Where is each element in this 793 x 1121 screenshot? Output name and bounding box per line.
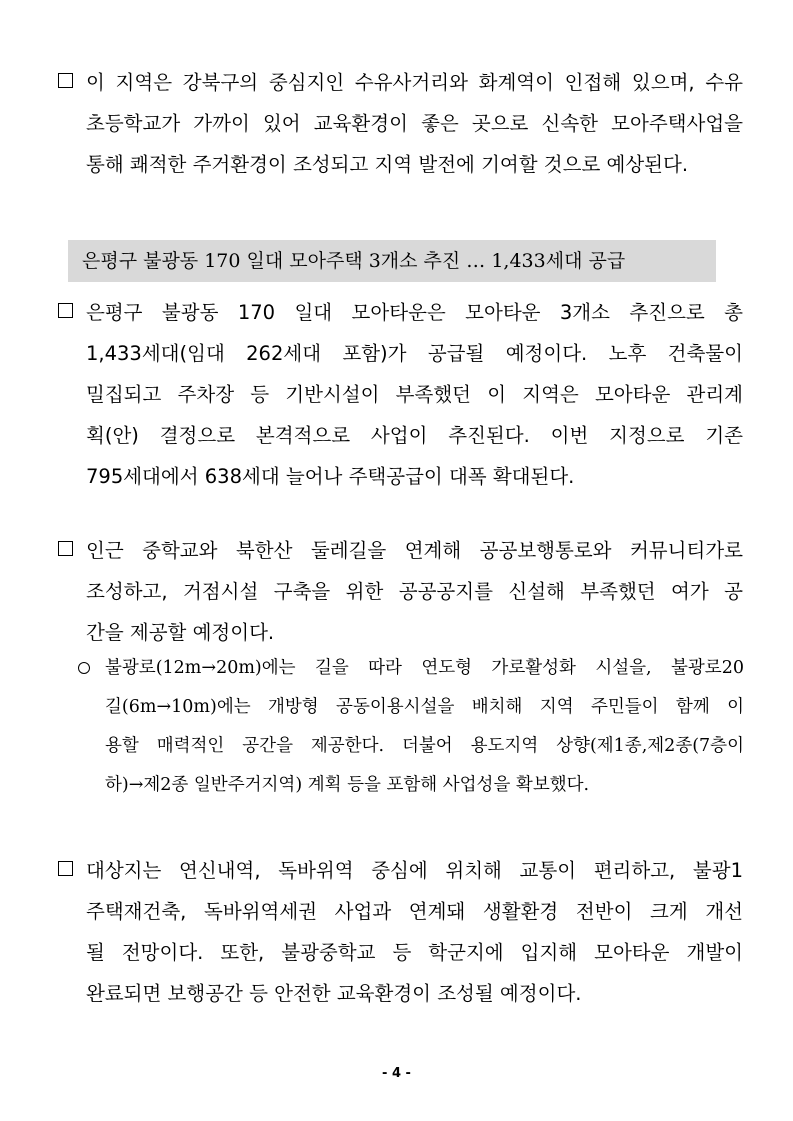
page-number: - 4 - <box>382 1066 411 1081</box>
paragraph-text <box>86 530 743 653</box>
text-line: 조성하고, 거점시설 구축을 위한 공공공지를 신설해 부족했던 여가 공 <box>86 580 743 603</box>
text-line: 용할 매력적인 공간을 제공한다. 더불어 용도지역 상향(제1종,제2종(7층이 <box>105 736 744 756</box>
text-line: 완료되면 보행공간 등 안전한 교육환경이 조성될 예정이다. <box>86 982 582 1005</box>
square-bullet-icon <box>58 541 73 556</box>
paragraph-text <box>86 850 743 1014</box>
text-line: 획(안) 결정으로 본격적으로 사업이 추진된다. 이번 지정으로 기존 <box>86 424 743 447</box>
section-heading: 은평구 불광동 170 일대 모아주택 3개소 추진 … 1,433세대 공급 <box>68 240 716 282</box>
text-line: 795세대에서 638세대 늘어나 주택공급이 대폭 확대된다. <box>86 465 575 488</box>
text-line: 간을 제공할 예정이다. <box>86 621 275 644</box>
sub-item-road-plan <box>78 649 744 805</box>
text-line: 밀집되고 주차장 등 기반시설이 부족했던 이 지역은 모아타운 관리계 <box>86 383 743 406</box>
text-line: 1,433세대(임대 262세대 포함)가 공급될 예정이다. 노후 건축물이 <box>86 342 743 365</box>
square-bullet-icon <box>58 73 73 88</box>
paragraph-text <box>86 62 743 185</box>
text-line: 불광로(12m→20m)에는 길을 따라 연도형 가로활성화 시설을, 불광로20 <box>105 658 744 678</box>
text-line: 주택재건축, 독바위역세권 사업과 연계돼 생활환경 전반이 크게 개선 <box>86 900 743 923</box>
text-line: 초등학교가 가까이 있어 교육환경이 좋은 곳으로 신속한 모아주택사업을 <box>86 112 744 135</box>
paragraph-bulgwang-overview <box>58 292 743 497</box>
text-line: 이 지역은 강북구의 중심지인 수유사거리와 화계역이 인접해 있으며, 수유 <box>86 71 743 94</box>
text-line: 하)→제2종 일반주거지역) 계획 등을 포함해 사업성을 확보했다. <box>105 775 590 795</box>
text-line: 될 전망이다. 또한, 불광중학교 등 학군지에 입지해 모아타운 개발이 <box>86 941 743 964</box>
paragraph-transport-education <box>58 850 743 1014</box>
text-line: 인근 중학교와 북한산 둘레길을 연계해 공공보행통로와 커뮤니티가로 <box>86 539 743 562</box>
text-line: 대상지는 연신내역, 독바위역 중심에 위치해 교통이 편리하고, 불광1 <box>86 859 743 882</box>
paragraph-gangbuk-location <box>58 62 743 185</box>
circle-bullet-icon <box>78 662 90 674</box>
text-line: 길(6m→10m)에는 개방형 공동이용시설을 배치해 지역 주민들이 함께 이 <box>105 697 744 717</box>
square-bullet-icon <box>58 303 73 318</box>
sub-item-text <box>105 649 744 805</box>
paragraph-text <box>86 292 743 497</box>
text-line: 은평구 불광동 170 일대 모아타운은 모아타운 3개소 추진으로 총 <box>86 301 743 324</box>
square-bullet-icon <box>58 861 73 876</box>
text-line: 통해 쾌적한 주거환경이 조성되고 지역 발전에 기여할 것으로 예상된다. <box>86 153 689 176</box>
paragraph-public-space <box>58 530 743 653</box>
